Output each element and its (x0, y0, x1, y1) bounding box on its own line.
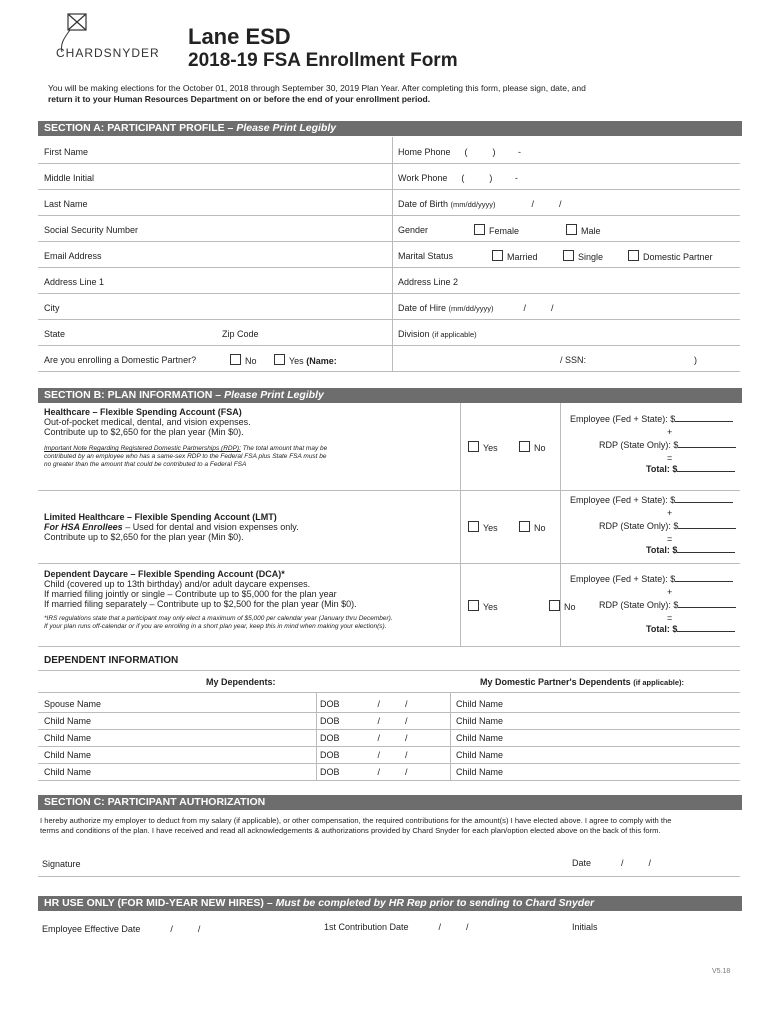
domestic-partner-question: Are you enrolling a Domestic Partner? (44, 355, 197, 365)
dp-no-checkbox[interactable]: No (230, 354, 257, 366)
fsa-no-checkbox[interactable]: No (519, 441, 546, 453)
middle-initial-field[interactable]: Middle Initial (44, 173, 95, 183)
work-phone-field[interactable]: Work Phone ( ) - (398, 173, 518, 183)
dependent-dob-field[interactable]: DOB / / (320, 733, 408, 743)
dp-child-name-field[interactable]: Child Name (456, 767, 504, 777)
dependent-dob-field[interactable]: DOB / / (320, 699, 408, 709)
dp-child-name-field[interactable]: Child Name (456, 733, 504, 743)
first-name-field[interactable]: First Name (44, 147, 89, 157)
form-title: Lane ESD (188, 24, 291, 49)
dp-dependents-heading: My Domestic Partner's Dependents (if applicable): (480, 677, 685, 687)
address-line-2-field[interactable]: Address Line 2 (398, 277, 459, 287)
signature-field[interactable]: Signature (42, 859, 81, 869)
section-a-divider (392, 137, 393, 371)
zip-code-field[interactable]: Zip Code (222, 329, 259, 339)
male-checkbox[interactable]: Male (566, 224, 601, 236)
domestic-partner-checkbox[interactable]: Domestic Partner (628, 250, 713, 262)
effective-date-field[interactable]: Employee Effective Date / / (42, 924, 201, 934)
dependent-dob-field[interactable]: DOB / / (320, 716, 408, 726)
section-b-header: SECTION B: PLAN INFORMATION – Please Print Legibly (38, 388, 742, 403)
dp-ssn-label: / SSN: (560, 355, 587, 365)
marital-status-label: Marital Status (398, 251, 454, 261)
fsa-total-amount[interactable]: Total: $ (646, 464, 735, 474)
signature-date-field[interactable]: Date / / (572, 858, 652, 868)
dependent-name-field[interactable]: Spouse Name (44, 699, 102, 709)
section-a-header: SECTION A: PARTICIPANT PROFILE – Please Print Legibly (38, 121, 742, 136)
logo-text: CHARDSNYDER (56, 46, 160, 60)
fsa-rdp-amount[interactable]: RDP (State Only): $ (599, 440, 736, 450)
division-field[interactable]: Division (if applicable) (398, 329, 477, 339)
married-checkbox[interactable]: Married (492, 250, 538, 262)
dependent-name-field[interactable]: Child Name (44, 733, 92, 743)
intro-text: You will be making elections for the October 01, 2018 through September 30, 2019 Plan Year. After completing this form, please sign, date, and return it to your Human Resources Department on or before the end of your enrollment period. (48, 83, 586, 104)
dp-child-name-field[interactable]: Child Name (456, 716, 504, 726)
ssn-field[interactable]: Social Security Number (44, 225, 139, 235)
city-field[interactable]: City (44, 303, 60, 313)
address-line-1-field[interactable]: Address Line 1 (44, 277, 105, 287)
last-name-field[interactable]: Last Name (44, 199, 88, 209)
email-field[interactable]: Email Address (44, 251, 102, 261)
home-phone-field[interactable]: Home Phone ( ) - (398, 147, 522, 157)
dp-child-name-field[interactable]: Child Name (456, 699, 504, 709)
dependent-name-field[interactable]: Child Name (44, 767, 92, 777)
dependent-dob-field[interactable]: DOB / / (320, 750, 408, 760)
dependent-dob-field[interactable]: DOB / / (320, 767, 408, 777)
lmt-rdp-amount[interactable]: RDP (State Only): $ (599, 521, 736, 531)
fsa-block: Healthcare – Flexible Spending Account (FSA) Out-of-pocket medical, dental, and vision expenses. Contribute up to $2,650 for the plan year (Min $0). Important Note Regarding Registered Domestic Partnerships (RDP): The total amount that may be contributed by an employee who has a same-sex RDP to the Federal FSA plus State FSA must be no greater than the amount that could be contributed to a Federal FSA (44, 407, 328, 468)
fsa-yes-checkbox[interactable]: Yes (468, 441, 498, 453)
female-checkbox[interactable]: Female (474, 224, 519, 236)
dependent-name-field[interactable]: Child Name (44, 716, 92, 726)
first-contribution-date-field[interactable]: 1st Contribution Date / / (324, 922, 469, 932)
state-field[interactable]: State (44, 329, 66, 339)
dependent-info-heading: DEPENDENT INFORMATION (44, 655, 179, 666)
initials-field[interactable]: Initials (572, 922, 598, 932)
lmt-employee-amount[interactable]: Employee (Fed + State): $ (570, 495, 733, 505)
single-checkbox[interactable]: Single (563, 250, 603, 262)
lmt-yes-checkbox[interactable]: Yes (468, 521, 498, 533)
dca-yes-checkbox[interactable]: Yes (468, 600, 498, 612)
lmt-block: Limited Healthcare – Flexible Spending Account (LMT) For HSA Enrollees – Used for dental and vision expenses only. Contribute up to $2,650 for the plan year (Min $0). (44, 512, 299, 542)
version-label: V5.18 (712, 968, 731, 975)
dependent-name-field[interactable]: Child Name (44, 750, 92, 760)
fsa-employee-amount[interactable]: Employee (Fed + State): $ (570, 414, 733, 424)
dca-rdp-amount[interactable]: RDP (State Only): $ (599, 600, 736, 610)
gender-label: Gender (398, 225, 429, 235)
dca-employee-amount[interactable]: Employee (Fed + State): $ (570, 574, 733, 584)
date-of-hire-field[interactable]: Date of Hire (mm/dd/yyyy) / / (398, 303, 554, 313)
authorization-text: I hereby authorize my employer to deduct from my salary (if applicable), or other compensation, the required contributions for the amount(s) I have elected above. I agree to comply with the terms and conditions of the plan. I have received and read all acknowledgements & authorizations provided by Chard Snyder for each plan/option elected above on the back of this form. (40, 816, 672, 835)
date-of-birth-field[interactable]: Date of Birth (mm/dd/yyyy) / / (398, 199, 562, 209)
section-c-header: SECTION C: PARTICIPANT AUTHORIZATION (38, 795, 742, 810)
lmt-total-amount[interactable]: Total: $ (646, 545, 735, 555)
dp-yes-checkbox[interactable]: Yes (Name: (274, 354, 337, 366)
my-dependents-heading: My Dependents: (206, 677, 276, 687)
dp-close-paren: ) (694, 355, 697, 365)
dca-total-amount[interactable]: Total: $ (646, 624, 735, 634)
form-subtitle: 2018-19 FSA Enrollment Form (188, 50, 458, 71)
dp-child-name-field[interactable]: Child Name (456, 750, 504, 760)
dca-block: Dependent Daycare – Flexible Spending Account (DCA)* Child (covered up to 13th birthday) and/or adult daycare expenses. If married filing jointly or single – Contribute up to $5,000 for the plan year If married filing separately – Contribute up to $2,500 for the plan year (Min $0). *IRS regulations state that a participant may only elect a maximum of $5,000 per calendar year (January thru December). If your plan runs off-calendar or if you are enrolling in a short plan year, keep this in mind when making your election(s). (44, 569, 393, 630)
hr-use-header: HR USE ONLY (FOR MID-YEAR NEW HIRES) – Must be completed by HR Rep prior to sending to Chard Snyder (38, 896, 742, 911)
lmt-no-checkbox[interactable]: No (519, 521, 546, 533)
dca-no-checkbox[interactable]: No (549, 600, 576, 612)
